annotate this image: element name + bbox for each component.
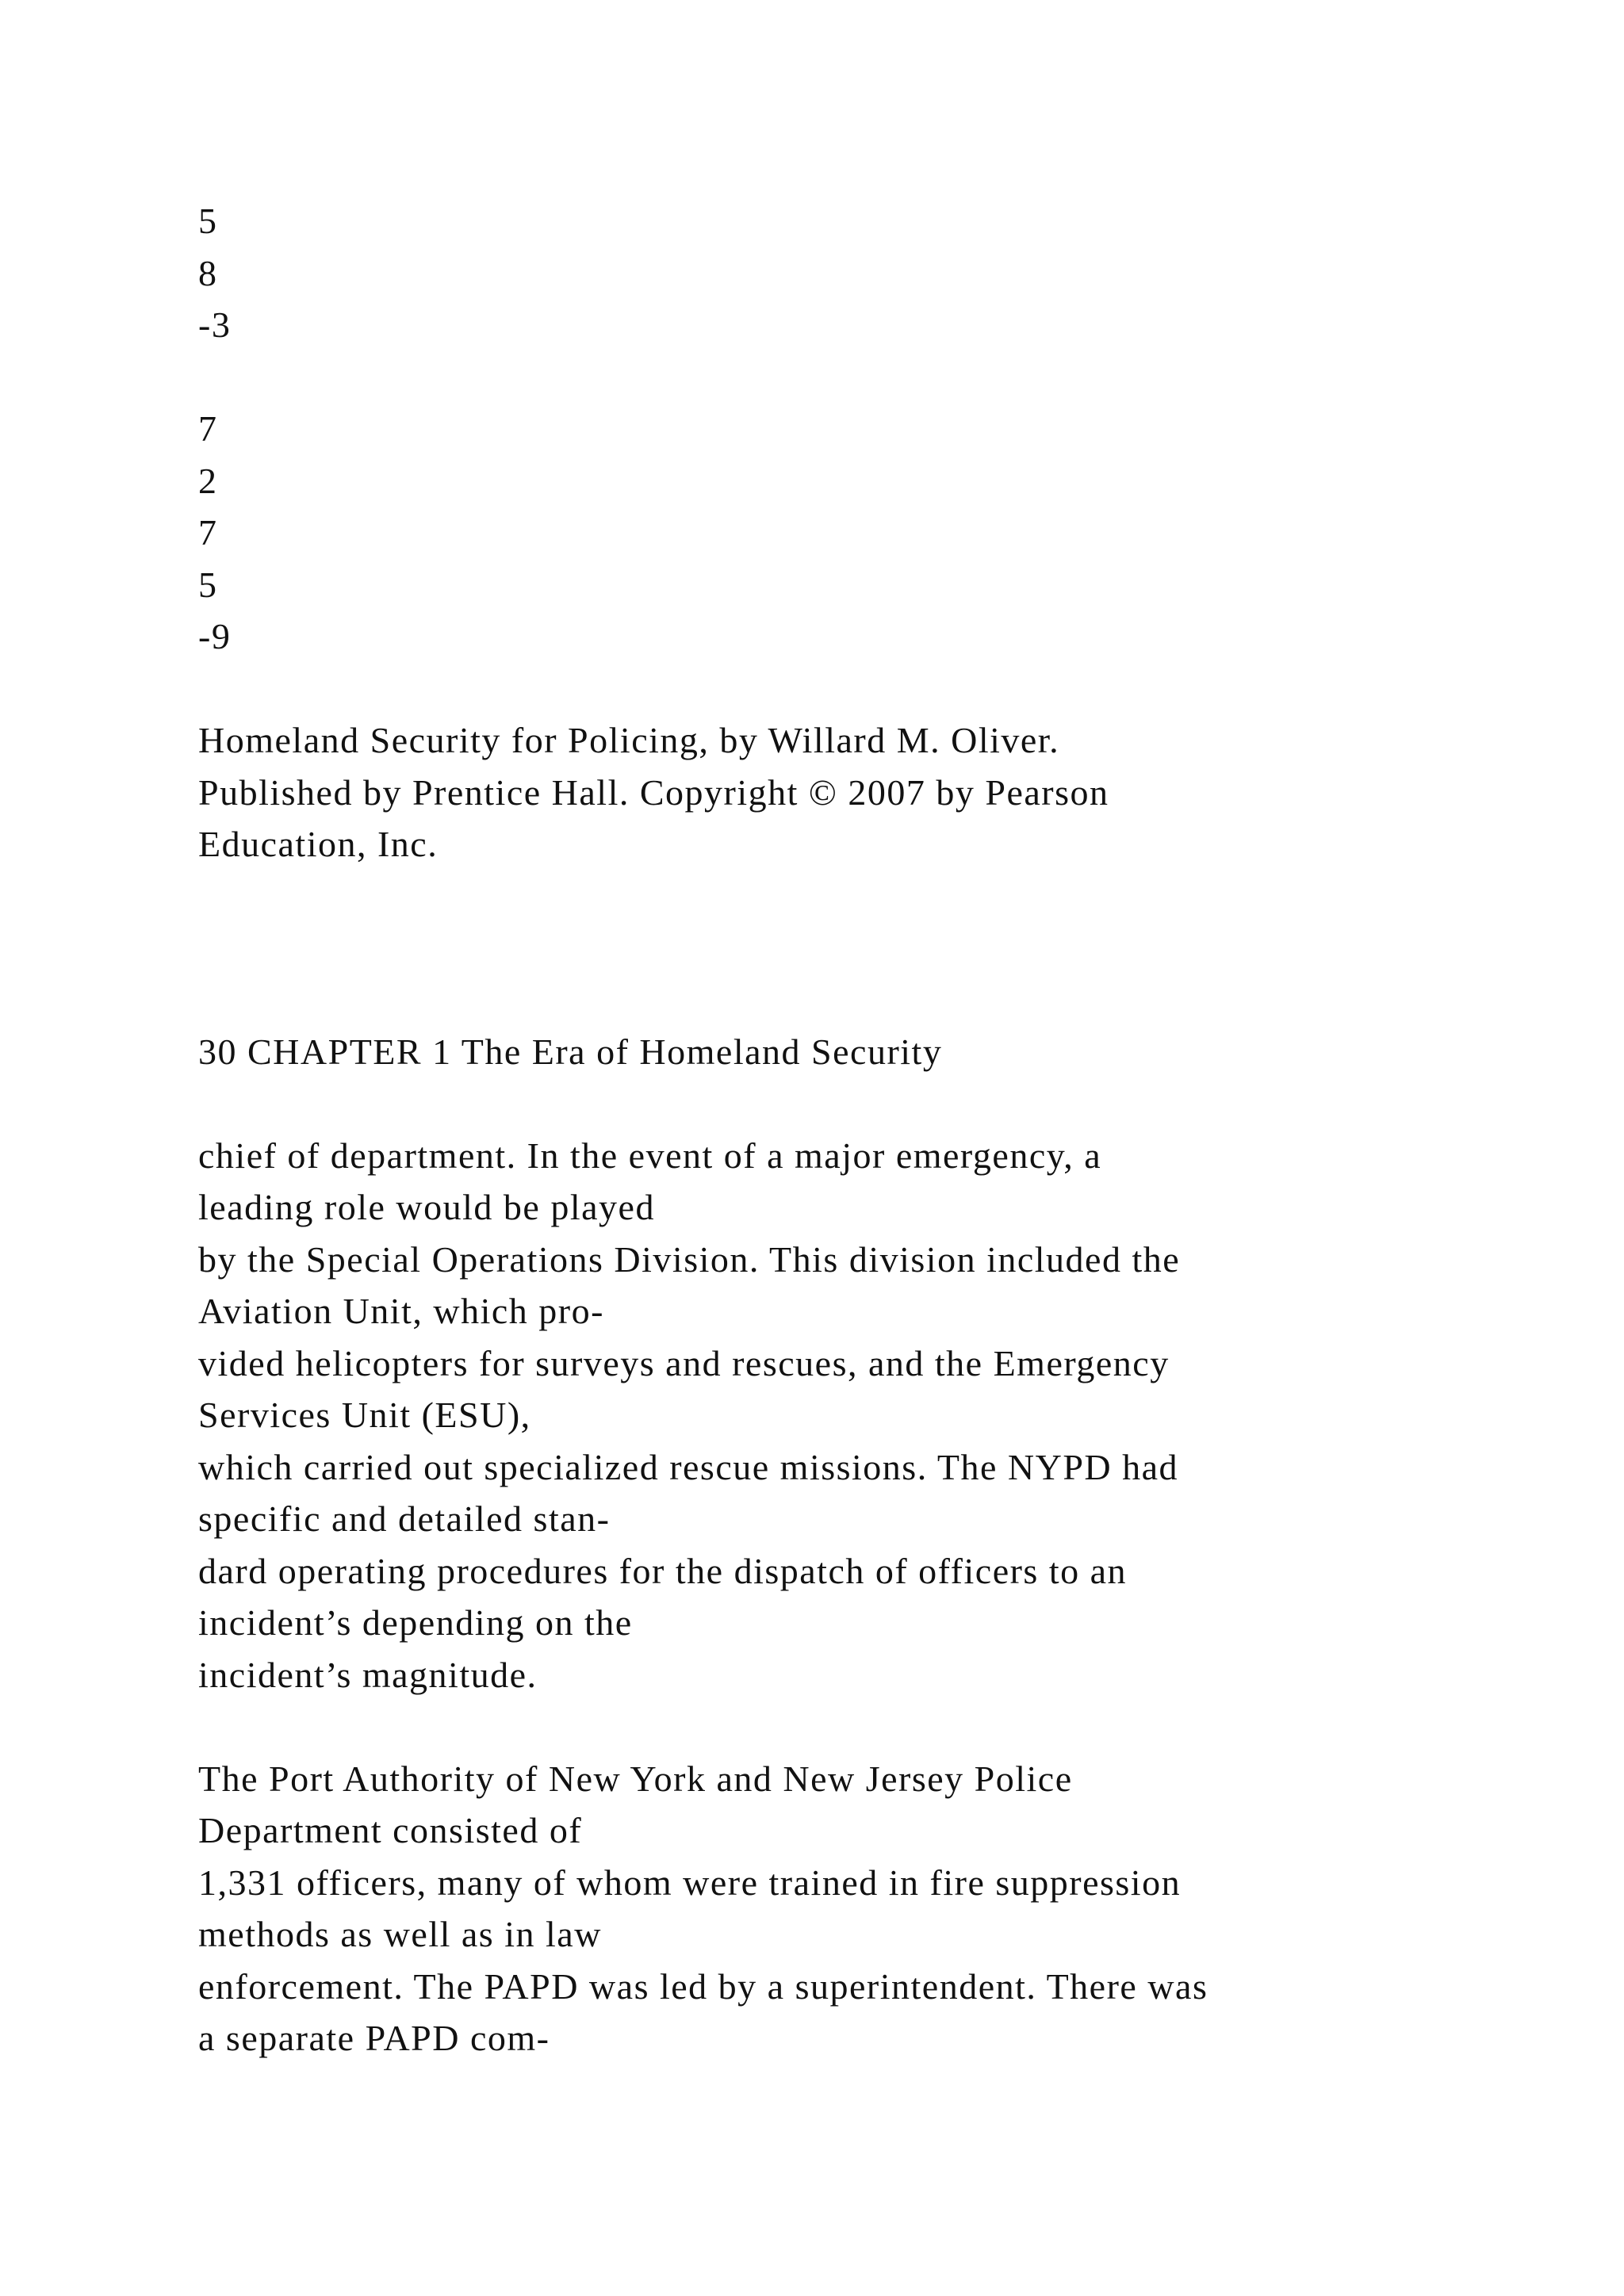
- text-line: dard operating procedures for the dispatch of officers to an: [198, 1550, 1128, 1591]
- text-line: chief of department. In the event of a major emergency, a: [198, 1135, 1102, 1176]
- paragraph-1: [198, 1130, 1435, 1701]
- spacer: [198, 1701, 1435, 1753]
- paragraph-2: [198, 1753, 1435, 2064]
- text-line: The Port Authority of New York and New Jersey Police: [198, 1758, 1073, 1799]
- text-line: a separate PAPD com-: [198, 2018, 550, 2058]
- text-line: incident’s magnitude.: [198, 1654, 538, 1695]
- spacer: [198, 871, 1435, 1026]
- running-header: 30 CHAPTER 1 The Era of Homeland Security: [198, 1031, 943, 1072]
- number-line: 7: [198, 408, 218, 449]
- spacer: [198, 351, 1435, 404]
- number-line: 7: [198, 512, 218, 553]
- document-page: [198, 195, 1435, 2064]
- number-line: -9: [198, 616, 232, 656]
- text-line: vided helicopters for surveys and rescues, and the Emergency: [198, 1342, 1170, 1383]
- text-line: specific and detailed stan-: [198, 1498, 611, 1539]
- text-line: which carried out specialized rescue missions. The NYPD had: [198, 1446, 1179, 1487]
- text-line: Aviation Unit, which pro-: [198, 1291, 604, 1331]
- text-line: 1,331 officers, many of whom were trained in fire suppression: [198, 1862, 1182, 1903]
- text-line: Services Unit (ESU),: [198, 1395, 531, 1435]
- number-line: 5: [198, 201, 218, 241]
- number-list-b: [198, 403, 1435, 663]
- copyright-notice: [198, 714, 1435, 871]
- number-line: 8: [198, 252, 218, 293]
- copyright-line: Homeland Security for Policing, by Willard M. Oliver.: [198, 720, 1060, 760]
- number-line: -3: [198, 304, 232, 345]
- copyright-line: Education, Inc.: [198, 824, 439, 864]
- text-line: Department consisted of: [198, 1810, 583, 1850]
- text-line: leading role would be played: [198, 1187, 655, 1227]
- text-line: incident’s depending on the: [198, 1602, 633, 1643]
- number-list-a: [198, 195, 1435, 351]
- text-line: by the Special Operations Division. This division included the: [198, 1238, 1181, 1280]
- number-line: 2: [198, 460, 218, 501]
- spacer: [198, 663, 1435, 715]
- text-line: methods as well as in law: [198, 1914, 602, 1954]
- spacer: [198, 1077, 1435, 1130]
- number-line: 5: [198, 564, 218, 605]
- copyright-line: Published by Prentice Hall. Copyright © 2007 by Pearson: [198, 771, 1109, 813]
- text-line: enforcement. The PAPD was led by a superintendent. There was: [198, 1965, 1208, 2007]
